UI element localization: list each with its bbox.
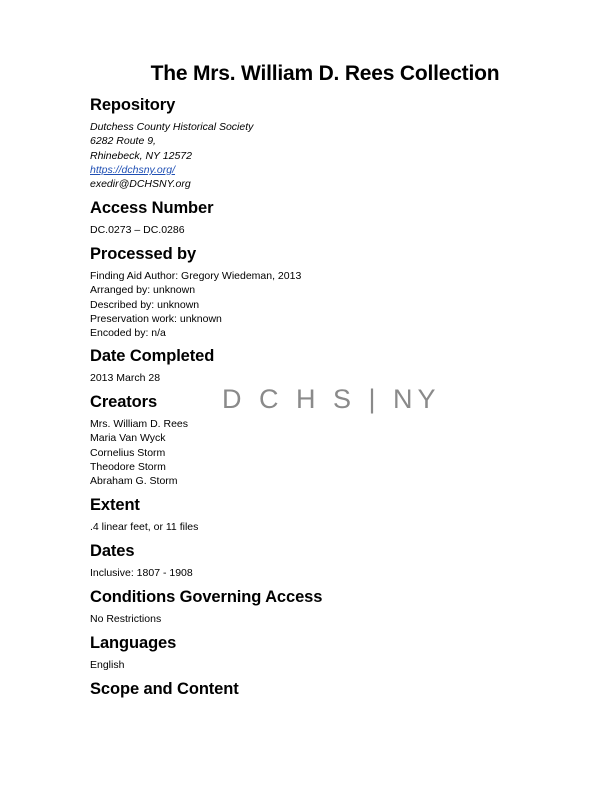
creators-list xyxy=(90,417,550,488)
access-number-section xyxy=(90,197,550,237)
extent-heading: Extent xyxy=(90,496,140,514)
languages-heading: Languages xyxy=(90,634,177,652)
processed-by-line: Encoded by: n/a xyxy=(90,327,166,340)
conditions-heading: Conditions Governing Access xyxy=(90,588,323,606)
conditions-body xyxy=(90,612,550,626)
repository-heading: Repository xyxy=(90,96,176,114)
document-title: The Mrs. William D. Rees Collection xyxy=(150,62,500,85)
processed-by-line: Described by: unknown xyxy=(90,298,200,311)
processed-by-line: Finding Aid Author: Gregory Wiedeman, 2013 xyxy=(90,270,302,282)
repository-section xyxy=(90,94,550,191)
date-completed-section xyxy=(90,345,550,385)
processed-by-line: Preservation work: unknown xyxy=(90,312,222,325)
creator-name: Maria Van Wyck xyxy=(90,432,166,445)
access-number-body xyxy=(90,223,550,237)
creators-section xyxy=(90,391,550,488)
dchs-ny-watermark: D C H S | NY xyxy=(222,384,441,414)
creators-heading: Creators xyxy=(90,393,158,411)
date-completed-body xyxy=(90,371,550,385)
languages-value: English xyxy=(90,659,125,671)
creator-name: Abraham G. Storm xyxy=(90,475,178,488)
dates-body xyxy=(90,566,550,580)
repository-website-link[interactable]: https://dchsny.org/ xyxy=(90,163,176,176)
creator-name: Cornelius Storm xyxy=(90,446,166,459)
languages-body xyxy=(90,658,550,672)
date-completed-heading: Date Completed xyxy=(90,347,215,365)
dates-value: Inclusive: 1807 - 1908 xyxy=(90,567,193,579)
dates-section xyxy=(90,540,550,580)
access-number-heading: Access Number xyxy=(90,199,214,217)
creator-name: Theodore Storm xyxy=(90,460,166,473)
repository-details xyxy=(90,120,550,191)
processed-by-list xyxy=(90,269,550,340)
extent-body xyxy=(90,520,550,534)
date-completed-value: 2013 March 28 xyxy=(90,372,161,384)
extent-value: .4 linear feet, or 11 files xyxy=(90,521,199,533)
languages-section xyxy=(90,632,550,672)
processed-by-line: Arranged by: unknown xyxy=(90,284,196,297)
dates-heading: Dates xyxy=(90,542,135,560)
extent-section xyxy=(90,494,550,534)
creator-name: Mrs. William D. Rees xyxy=(90,418,189,430)
conditions-section xyxy=(90,586,550,626)
repository-address-line1: 6282 Route 9, xyxy=(90,135,156,148)
conditions-value: No Restrictions xyxy=(90,613,162,625)
scope-section xyxy=(90,678,550,700)
repository-address-line2: Rhinebeck, NY 12572 xyxy=(90,149,192,162)
repository-email: exedir@DCHSNY.org xyxy=(90,178,191,191)
access-number-value: DC.0273 – DC.0286 xyxy=(90,224,185,236)
repository-name: Dutchess County Historical Society xyxy=(90,121,254,133)
scope-heading: Scope and Content xyxy=(90,680,239,698)
processed-by-heading: Processed by xyxy=(90,245,197,263)
processed-by-section xyxy=(90,243,550,340)
